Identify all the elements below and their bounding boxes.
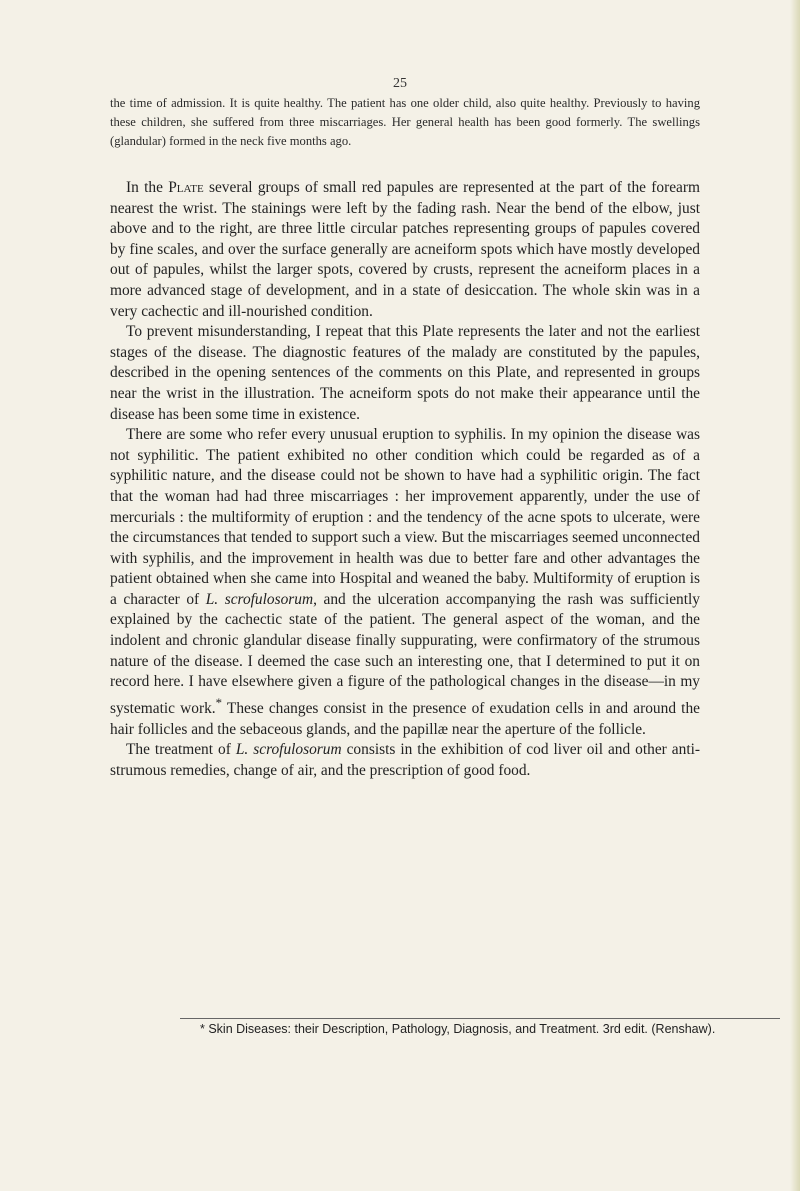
paragraph-4 [110, 740, 700, 781]
intro-text: the time of admission. It is quite healthy. The patient has one older child, also quite healthy. Previously to having these children, she suffered from three miscarriages. Her general health has been good formerly. The swellings (glandular) formed in the neck five months ago. [110, 96, 700, 148]
page-edge [790, 0, 800, 1191]
p1-start: In the [126, 179, 169, 196]
footnote-marker: * [215, 695, 223, 710]
footnote-divider [180, 1018, 780, 1019]
paragraph-2: To prevent misunderstanding, I repeat that this Plate represents the later and not the earliest stages of the disease. The diagnostic features of the malady are constituted by the papules, described in the opening sentences of the comments on this Plate, and represented in groups near the wrist in the illustration. The acneiform spots do not make their appearance until the disease has been some time in existence. [110, 323, 700, 423]
paragraph-3 [110, 425, 700, 740]
p3-c: These changes consist in the presence of exudation cells in and around the hair follicles and the sebaceous glands, and the papillæ near the aperture of the follicle. [110, 699, 700, 738]
intro-paragraph [110, 94, 700, 151]
main-text [110, 178, 700, 781]
p1-plate: Plate [168, 179, 204, 196]
p3-a: There are some who refer every unusual eruption to syphilis. In my opinion the disease was not syphilitic. The patient exhibited no other condition which could be regarded as of a syphilitic nature, and the disease could not be shown to have had a syphilitic origin. The fact that the woman had had three miscarriages : her improvement apparently, under the use of mercurials : the multiformity of eruption : and the tendency of the acne spots to ulcerate, were the circumstances that tended to support such a view. But the miscarriages seemed unconnected with syphilis, and the improvement in health was due to better fare and other advantages the patient obtained when she came into Hospital and weaned the baby. Multiformity of eruption is a character of [110, 426, 700, 608]
p3-species-name: L. scrofulosorum [205, 590, 314, 608]
p4-species-name: L. scrofulosorum [235, 741, 342, 759]
p4-a: The treatment of [126, 741, 236, 759]
page-number: 25 [393, 76, 407, 91]
p3-b: , and the ulceration accompanying the rash was sufficiently explained by the cachectic state of the patient. The general aspect of the woman, and the indolent and chronic glandular disease finally suppurating, were confirmatory of the strumous nature of the disease. I deemed the case such an interesting one, that I determined to put it on record here. I have elsewhere given a figure of the pathological changes in the disease—in my systematic work. [110, 590, 700, 717]
p1-rest: several groups of small red papules are represented at the part of the forearm nearest the wrist. The stainings were left by the fading rash. Near the bend of the elbow, just above and to the right, are three little circular patches representing groups of papules covered by fine scales, and over the surface generally are acneiform spots which have mostly developed out of papules, whilst the larger spots, covered by crusts, represent the acneiform places in a more advanced stage of development, and in a state of desiccation. The whole skin was in a very cachectic and ill-nourished condition. [110, 179, 700, 320]
paragraph-1 [110, 178, 700, 322]
footnote: * Skin Diseases: their Description, Pathology, Diagnosis, and Treatment. 3rd edit. (Renshaw). [200, 1022, 716, 1036]
p4-b: consists in the exhibition of cod liver oil and other anti-strumous remedies, change of air, and the prescription of good food. [110, 741, 700, 779]
